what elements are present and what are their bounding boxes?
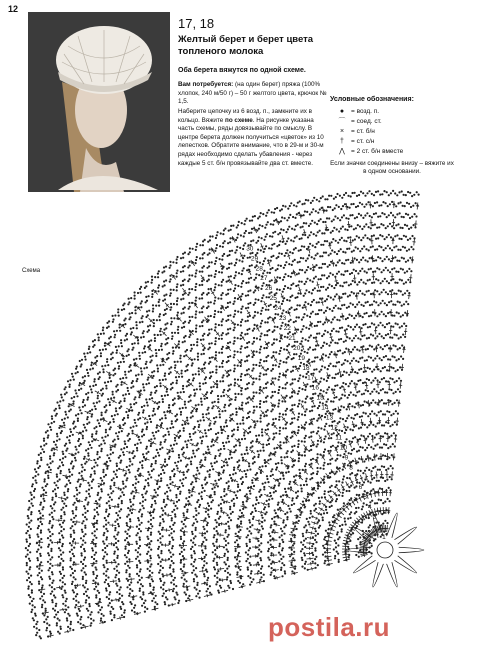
instructions-bold: по схеме [225,116,253,124]
crochet-diagram [0,180,477,666]
row-number: 15 [316,394,324,402]
legend-label: = ст. б/н [351,127,375,135]
legend-label: = возд. п. [351,107,380,115]
row-number: 21 [288,334,296,342]
materials-text: (на один берет) пряжа (100% хлопок, 240 м/50 г) – 50 г желтого цвета, крючок № 1,5. [178,81,327,106]
row-number: 8 [349,464,353,472]
row-number: 25 [269,295,277,303]
double-crochet-icon: † [340,137,344,145]
row-number: 16 [311,384,320,392]
row-number: 24 [274,305,282,313]
single-crochet-icon: × [339,127,345,135]
row-number: 17 [307,374,315,382]
row-number: 12 [330,424,338,432]
legend-item-decrease [336,146,460,156]
row-number: 18 [302,364,310,372]
legend-title: Условные обозначения: [330,96,414,103]
row-number: 10 [339,444,348,452]
row-number: 1 [382,534,386,541]
materials-label: Вам потребуется: [178,81,234,88]
chain-stitch-icon: ● [339,107,345,115]
pattern-title: Желтый берет и берет цвета топленого молока [178,34,314,57]
pattern-number: 17, 18 [178,16,215,31]
legend-item-double [336,136,460,146]
row-number: 6 [358,484,363,492]
model-photo [28,12,170,192]
row-number: 20 [293,344,301,352]
row-number: 2 [377,524,382,531]
legend-item-slip [336,116,460,126]
model-photo-image [28,12,170,192]
page-number: 12 [8,4,19,14]
row-number: 4 [368,504,372,512]
slip-stitch-icon: ⌒ [338,118,346,125]
row-number: 22 [283,325,291,332]
legend-label: = 2 ст. б/н вместе [351,147,404,155]
legend-item-chain [336,106,460,116]
row-number: 9 [344,454,349,462]
row-number: 5 [363,494,367,502]
instructions-part1: Наберите цепочку из 6 возд. п., замкните их в кольцо. Вяжите [178,108,312,124]
schema-label: Схема [22,268,41,274]
watermark: postila.ru [268,612,391,642]
legend-item-single [336,126,460,136]
legend-note: Если значки соединены внизу – вяжите их в одном основании. [330,160,454,175]
row-number: 27 [260,275,268,283]
intro-text: Оба берета вяжутся по одной схеме. [178,67,306,74]
row-number: 30 [246,245,254,253]
row-number: 19 [297,354,306,362]
row-number: 23 [279,315,287,322]
legend-label: = соед. ст. [351,117,382,125]
row-number: 3 [372,514,377,522]
row-number: 14 [321,404,329,412]
row-number: 26 [265,285,273,293]
materials-block [178,81,330,107]
instructions-block [178,108,328,168]
row-number: 7 [354,474,358,482]
row-number: 28 [255,265,263,273]
legend-label: = ст. с/н [351,137,375,145]
row-number: 13 [325,414,334,422]
legend [330,96,460,176]
decrease-icon: ⋀ [339,148,345,155]
row-number: 29 [250,255,259,263]
row-number: 11 [335,434,342,442]
instructions-part2: . На рисунке указана часть схемы, ряды довязывайте по смыслу. В центре берета должен получиться «цветок» из 10 лепестков. Обратите внимание, что в 29-м и 30-м рядах необходимо сделать убавления - через каждые 5 ст. б/н провязывайте два ст. вместе. [178,116,324,167]
